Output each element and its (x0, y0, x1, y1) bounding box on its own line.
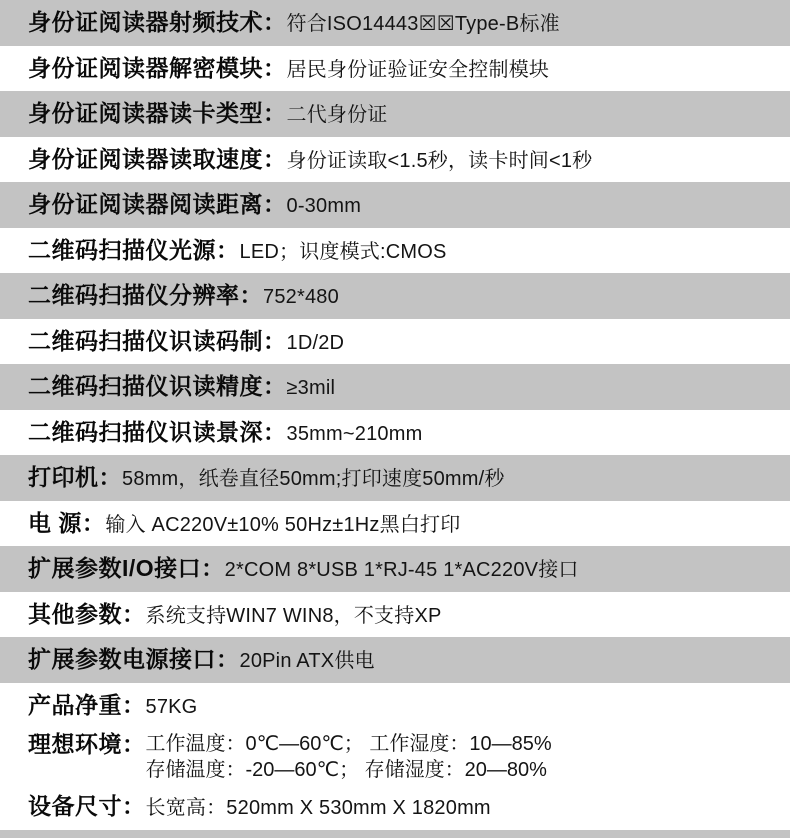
spec-value: ≥3mil (286, 377, 336, 399)
spec-label: 扩展参数I/O接口： (28, 555, 225, 581)
spec-value: 输入 AC220V±10% 50Hz±1Hz黑白打印 (105, 513, 461, 536)
spec-row-decrypt-module (0, 46, 790, 92)
spec-label: 扩展参数电源接口： (28, 646, 240, 672)
spec-label: 身份证阅读器射频技术： (28, 9, 287, 35)
spec-row-card-type (0, 91, 790, 137)
spec-value-line-1: 工作温度：0℃—60℃； 工作湿度：10—85% (145, 733, 552, 755)
spec-row-power (0, 501, 790, 547)
bottom-strip (0, 830, 790, 838)
spec-value: 1D/2D (286, 331, 345, 354)
spec-label: 二维码扫描仪识读精度： (28, 373, 287, 399)
spec-value: LED；识度模式:CMOS (239, 240, 447, 263)
spec-value: 0-30mm (286, 195, 362, 217)
spec-label: 身份证阅读器解密模块： (28, 54, 287, 81)
spec-label: 理想环境： (28, 731, 146, 757)
spec-row-scanner-code-types (0, 319, 790, 365)
spec-label: 二维码扫描仪识读景深： (28, 418, 287, 445)
spec-label: 电 源： (28, 509, 106, 536)
spec-label: 其他参数： (28, 600, 146, 627)
spec-row-scanner-light (0, 228, 790, 274)
spec-row-read-speed (0, 137, 790, 183)
spec-row-ideal-environment (0, 728, 790, 784)
spec-row-device-size (0, 784, 790, 830)
spec-value: 57KG (145, 695, 198, 718)
spec-value: 2*COM 8*USB 1*RJ-45 1*AC220V接口 (224, 559, 579, 581)
spec-value: 752*480 (263, 286, 339, 308)
spec-value: 系统支持WIN7 WIN8，不支持XP (145, 604, 442, 627)
spec-row-net-weight (0, 683, 790, 729)
spec-row-rf-tech (0, 0, 790, 46)
spec-value: 身份证读取<1.5秒，读卡时间<1秒 (286, 149, 593, 172)
spec-label: 产品净重： (28, 691, 146, 718)
spec-value-line-2: 存储温度：-20—60℃； 存储湿度：20—80% (145, 759, 547, 781)
spec-row-read-distance (0, 182, 790, 228)
spec-row-io-ports (0, 546, 790, 592)
spec-label: 身份证阅读器阅读距离： (28, 191, 287, 217)
spec-label: 二维码扫描仪识读码制： (28, 327, 287, 354)
spec-value: 58mm，纸卷直径50mm;打印速度50mm/秒 (122, 468, 505, 490)
spec-value: 20Pin ATX供电 (239, 650, 375, 672)
spec-row-power-connector (0, 637, 790, 683)
spec-row-printer (0, 455, 790, 501)
spec-label: 打印机： (28, 464, 122, 490)
spec-label: 二维码扫描仪光源： (28, 236, 240, 263)
spec-label: 身份证阅读器读取速度： (28, 145, 287, 172)
spec-row-scanner-resolution (0, 273, 790, 319)
spec-value-multiline (146, 731, 552, 783)
spec-row-scanner-depth (0, 410, 790, 456)
spec-row-other-params (0, 592, 790, 638)
spec-value: 长宽高：520mm X 530mm X 1820mm (145, 797, 491, 819)
spec-row-scanner-precision (0, 364, 790, 410)
spec-value: 35mm~210mm (286, 422, 423, 445)
spec-label: 二维码扫描仪分辨率： (28, 282, 263, 308)
spec-label: 设备尺寸： (28, 793, 146, 819)
spec-value: 二代身份证 (286, 104, 388, 126)
spec-value: 符合ISO14443☒☒Type-B标准 (286, 13, 560, 35)
spec-value: 居民身份证验证安全控制模块 (286, 58, 550, 81)
spec-label: 身份证阅读器读卡类型： (28, 100, 287, 126)
